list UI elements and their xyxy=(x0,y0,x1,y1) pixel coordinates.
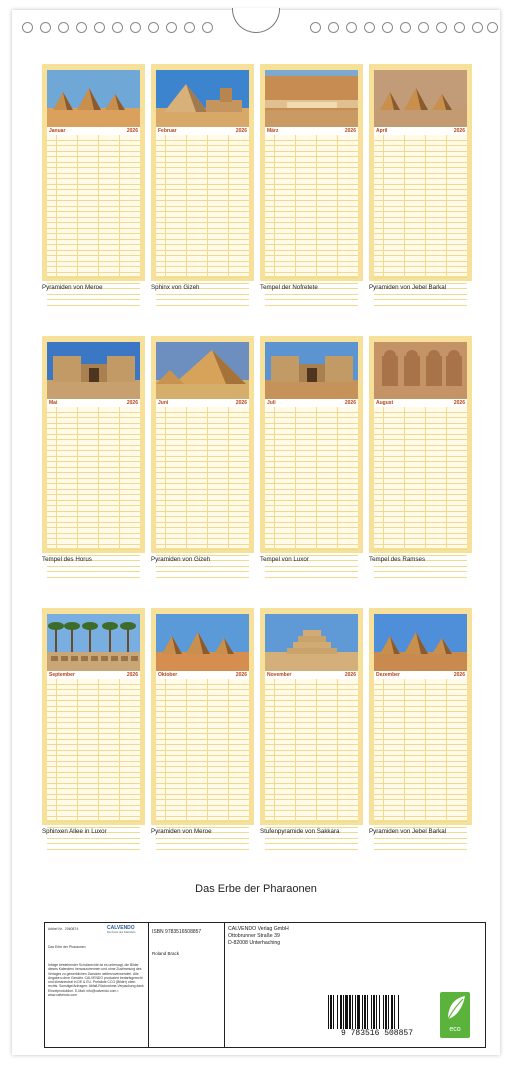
member-column xyxy=(186,679,187,820)
member-column xyxy=(337,407,338,548)
month-name: Oktober xyxy=(158,672,178,678)
month-caption: Sphinx von Gizeh xyxy=(151,284,200,291)
member-column xyxy=(404,135,405,276)
binding-hole xyxy=(40,22,51,33)
member-column xyxy=(446,679,447,820)
planner-grid xyxy=(47,135,140,276)
publisher-city: D-82008 Unterhaching xyxy=(228,940,281,946)
month-year: 2026 xyxy=(453,672,465,678)
month-header xyxy=(47,671,140,679)
month-card xyxy=(369,64,472,281)
binding-hole xyxy=(400,22,411,33)
binding-hole xyxy=(487,22,498,33)
planner-grid xyxy=(265,135,358,276)
month-card xyxy=(369,608,472,825)
month-card xyxy=(151,64,254,281)
month-caption: Pyramiden von Meroe xyxy=(42,284,103,291)
info-column-middle xyxy=(149,923,225,1047)
eco-label: eco xyxy=(449,1026,461,1033)
day-row xyxy=(156,844,249,850)
member-column xyxy=(337,135,338,276)
month-name: Februar xyxy=(158,128,177,134)
month-card xyxy=(260,608,363,825)
month-name: April xyxy=(376,128,388,134)
month-header xyxy=(374,671,467,679)
month-card xyxy=(260,336,363,553)
planner-grid xyxy=(265,679,358,820)
member-column xyxy=(337,679,338,820)
binding-hole xyxy=(454,22,465,33)
month-card xyxy=(151,336,254,553)
month-year: 2026 xyxy=(344,128,356,134)
leaf-icon xyxy=(440,992,470,1024)
month-year: 2026 xyxy=(344,672,356,678)
day-column xyxy=(265,679,275,820)
planner-grid xyxy=(265,407,358,548)
month-caption: Tempel von Luxor xyxy=(260,556,309,563)
month-photo xyxy=(265,70,358,127)
publisher-logo: CALVENDO xyxy=(107,925,135,931)
member-column xyxy=(77,679,78,820)
planner-grid xyxy=(47,679,140,820)
member-column xyxy=(295,407,296,548)
info-column-left xyxy=(45,923,149,1047)
month-header xyxy=(265,127,358,135)
planner-grid xyxy=(374,679,467,820)
member-column xyxy=(316,135,317,276)
barcode xyxy=(322,995,432,1037)
legal-text: Infolge bestehender Schutzrechte ist es untersagt, die Bilder dieses Kalenders herauszutrennen und ohne Zustimmung des Verlages zu gewerblichen Zwecken weiterzuverwenden. Alle Angaben ohne Gewähr. CALVENDO produziert bedarfsgerecht und klimaneutral in DE & EU. Preisliste CCO (Bilder) oben rechts. Sonstige/Anfragen: Abfall-Rücknahme-Verpackung dank Einzelproduktion. E-Mail: info@calvendo.com • www.calvendo.com xyxy=(48,963,144,998)
month-card xyxy=(42,608,145,825)
month-photo xyxy=(47,342,140,399)
eco-badge xyxy=(440,992,470,1038)
member-column xyxy=(425,135,426,276)
publisher-tagline: Die Kunst des Kalenders xyxy=(107,931,136,934)
calendar-title: Das Erbe der Pharaonen xyxy=(195,883,317,895)
member-column xyxy=(119,135,120,276)
month-caption: Tempel des Horus xyxy=(42,556,92,563)
month-photo xyxy=(156,342,249,399)
month-header xyxy=(265,399,358,407)
member-column xyxy=(316,679,317,820)
day-row xyxy=(265,300,358,306)
member-column xyxy=(228,135,229,276)
month-header xyxy=(374,127,467,135)
day-column xyxy=(156,407,166,548)
planner-grid xyxy=(374,407,467,548)
day-column xyxy=(265,135,275,276)
day-row xyxy=(47,300,140,306)
month-name: November xyxy=(267,672,292,678)
member-column xyxy=(98,679,99,820)
member-column xyxy=(77,135,78,276)
binding-hole xyxy=(310,22,321,33)
month-year: 2026 xyxy=(453,400,465,406)
month-photo xyxy=(265,342,358,399)
month-name: Juli xyxy=(267,400,276,406)
month-name: März xyxy=(267,128,279,134)
month-header xyxy=(47,399,140,407)
member-column xyxy=(404,679,405,820)
month-header xyxy=(156,671,249,679)
day-row xyxy=(156,300,249,306)
planner-grid xyxy=(156,407,249,548)
article-number: 2060874 xyxy=(65,927,79,931)
article-label: Artikel Nr. xyxy=(48,927,63,931)
binding-hole xyxy=(112,22,123,33)
month-photo xyxy=(374,342,467,399)
month-year: 2026 xyxy=(126,672,138,678)
month-card xyxy=(42,64,145,281)
month-year: 2026 xyxy=(126,128,138,134)
binding-hole xyxy=(346,22,357,33)
day-row xyxy=(265,844,358,850)
planner-grid xyxy=(47,407,140,548)
month-card xyxy=(151,608,254,825)
month-caption: Sphinxen Allee in Luxor xyxy=(42,828,107,835)
month-photo xyxy=(156,614,249,671)
isbn: ISBN 9783516508857 xyxy=(152,929,202,935)
member-column xyxy=(446,407,447,548)
day-row xyxy=(265,572,358,578)
day-row xyxy=(47,572,140,578)
day-column xyxy=(374,679,384,820)
month-header xyxy=(374,399,467,407)
member-column xyxy=(207,679,208,820)
day-column xyxy=(156,135,166,276)
month-year: 2026 xyxy=(235,672,247,678)
month-caption: Tempel der Nofretete xyxy=(260,284,318,291)
month-photo xyxy=(156,70,249,127)
month-caption: Pyramiden von Meroe xyxy=(151,828,212,835)
month-caption: Stufenpyramide von Sakkara xyxy=(260,828,340,835)
member-column xyxy=(425,407,426,548)
member-column xyxy=(404,407,405,548)
day-column xyxy=(374,135,384,276)
member-column xyxy=(98,407,99,548)
day-column xyxy=(156,679,166,820)
member-column xyxy=(98,135,99,276)
month-card xyxy=(369,336,472,553)
month-caption: Pyramiden von Jebel Barkal xyxy=(369,284,447,291)
member-column xyxy=(119,407,120,548)
day-column xyxy=(47,407,57,548)
member-column xyxy=(186,135,187,276)
binding-hole xyxy=(130,22,141,33)
day-row xyxy=(156,572,249,578)
month-header xyxy=(156,399,249,407)
day-column xyxy=(47,135,57,276)
day-row xyxy=(374,300,467,306)
binding-hole xyxy=(328,22,339,33)
month-year: 2026 xyxy=(126,400,138,406)
month-photo xyxy=(47,70,140,127)
month-name: September xyxy=(49,672,75,678)
binding-hole xyxy=(166,22,177,33)
month-photo xyxy=(374,70,467,127)
binding-hole xyxy=(436,22,447,33)
month-name: Dezember xyxy=(376,672,400,678)
day-row xyxy=(374,844,467,850)
binding-hole xyxy=(418,22,429,33)
binding-hole xyxy=(58,22,69,33)
binding-hole xyxy=(76,22,87,33)
month-caption: Pyramiden von Gizeh xyxy=(151,556,211,563)
month-name: Juni xyxy=(158,400,169,406)
month-card xyxy=(42,336,145,553)
month-name: Januar xyxy=(49,128,66,134)
month-header xyxy=(265,671,358,679)
member-column xyxy=(186,407,187,548)
month-year: 2026 xyxy=(453,128,465,134)
author: Roland Brack xyxy=(152,951,180,956)
binding-hole xyxy=(22,22,33,33)
month-header xyxy=(47,127,140,135)
member-column xyxy=(77,407,78,548)
member-column xyxy=(295,679,296,820)
member-column xyxy=(207,407,208,548)
month-photo xyxy=(374,614,467,671)
month-year: 2026 xyxy=(344,400,356,406)
binding-hole xyxy=(94,22,105,33)
day-column xyxy=(374,407,384,548)
month-header xyxy=(156,127,249,135)
day-row xyxy=(47,844,140,850)
planner-grid xyxy=(374,135,467,276)
member-column xyxy=(207,135,208,276)
day-row xyxy=(374,572,467,578)
member-column xyxy=(425,679,426,820)
member-column xyxy=(228,679,229,820)
day-column xyxy=(47,679,57,820)
member-column xyxy=(295,135,296,276)
binding-hole xyxy=(364,22,375,33)
barcode-number: 9 783516 508857 xyxy=(340,1029,413,1038)
day-column xyxy=(265,407,275,548)
publisher-street: Ottobrunner Straße 39 xyxy=(228,933,280,939)
member-column xyxy=(228,407,229,548)
month-year: 2026 xyxy=(235,128,247,134)
binding-hole xyxy=(148,22,159,33)
month-caption: Tempel des Ramses xyxy=(369,556,426,563)
member-column xyxy=(316,407,317,548)
planner-grid xyxy=(156,135,249,276)
calendar-sheet xyxy=(12,10,500,1055)
month-year: 2026 xyxy=(235,400,247,406)
binding-hole xyxy=(202,22,213,33)
publisher-name: CALVENDO Verlag GmbH xyxy=(228,926,289,932)
member-column xyxy=(446,135,447,276)
binding-hole xyxy=(382,22,393,33)
month-photo xyxy=(265,614,358,671)
planner-grid xyxy=(156,679,249,820)
info-subtitle: Das Erbe der Pharaonen xyxy=(48,945,86,949)
binding-hole xyxy=(184,22,195,33)
binding-hole xyxy=(472,22,483,33)
month-card xyxy=(260,64,363,281)
month-name: August xyxy=(376,400,394,406)
month-name: Mai xyxy=(49,400,58,406)
member-column xyxy=(119,679,120,820)
month-photo xyxy=(47,614,140,671)
month-caption: Pyramiden von Jebel Barkal xyxy=(369,828,447,835)
